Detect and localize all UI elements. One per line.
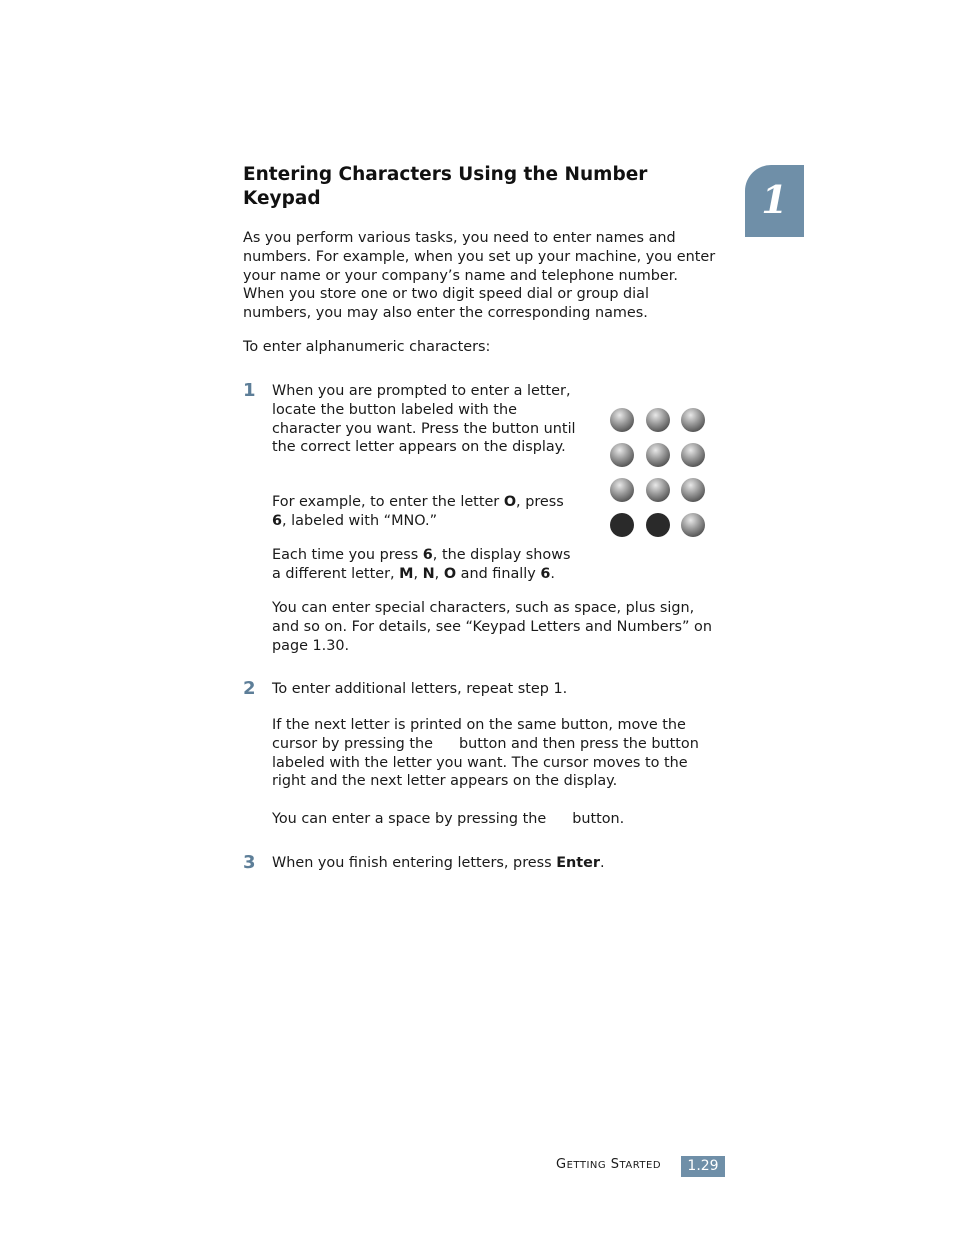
lead-in-text: To enter alphanumeric characters: <box>243 339 491 355</box>
footer-section-label: GETTING STARTED <box>556 1157 662 1172</box>
step-number-1: 1 <box>243 380 256 401</box>
keypad-key-dark <box>610 513 634 537</box>
step-number-3: 3 <box>243 852 256 873</box>
keypad-key <box>681 513 705 537</box>
keypad-key <box>646 478 670 502</box>
page-number: 1.29 <box>681 1156 725 1177</box>
keypad-key <box>646 443 670 467</box>
keypad-key <box>610 443 634 467</box>
step-1-paragraph-2: For example, to enter the letter O, press 6, labeled with “MNO.” <box>272 494 564 529</box>
step-2-paragraph-1: To enter additional letters, repeat step 1. <box>272 681 568 697</box>
keypad-key <box>610 478 634 502</box>
step-2-paragraph-2: If the next letter is printed on the same button, move the cursor by pressing the button and then press the button labeled with the letter you want. The cursor moves to the right and the next letter appears on the display. <box>272 717 699 790</box>
keypad-key-dark <box>646 513 670 537</box>
keypad-key <box>646 408 670 432</box>
chapter-tab <box>745 165 804 237</box>
step-2-paragraph-3: You can enter a space by pressing the button. <box>272 811 625 827</box>
chapter-number: 1 <box>761 177 788 222</box>
intro-paragraph: As you perform various tasks, you need to enter names and numbers. For example, when you set up your machine, you enter your name or your company’s name and telephone number. When you store one or two digit speed dial or group dial numbers, you may also enter the corresponding names. <box>243 230 716 322</box>
keypad-key <box>610 408 634 432</box>
step-3-paragraph: When you finish entering letters, press Enter. <box>272 855 605 871</box>
step-number-2: 2 <box>243 678 256 699</box>
keypad-key <box>681 408 705 432</box>
keypad-illustration <box>610 408 710 540</box>
keypad-key <box>681 478 705 502</box>
page-title: Entering Characters Using the Number Keypad <box>243 164 648 209</box>
keypad-key <box>681 443 705 467</box>
step-1-paragraph-4: You can enter special characters, such as space, plus sign, and so on. For details, see “Keypad Letters and Numbers” on page 1.30. <box>272 600 712 654</box>
step-1-paragraph-1: When you are prompted to enter a letter, locate the button labeled with the character you want. Press the button until the correct letter appears on the display. <box>272 383 576 456</box>
step-1-paragraph-3: Each time you press 6, the display shows a different letter, M, N, O and finally 6. <box>272 547 571 582</box>
